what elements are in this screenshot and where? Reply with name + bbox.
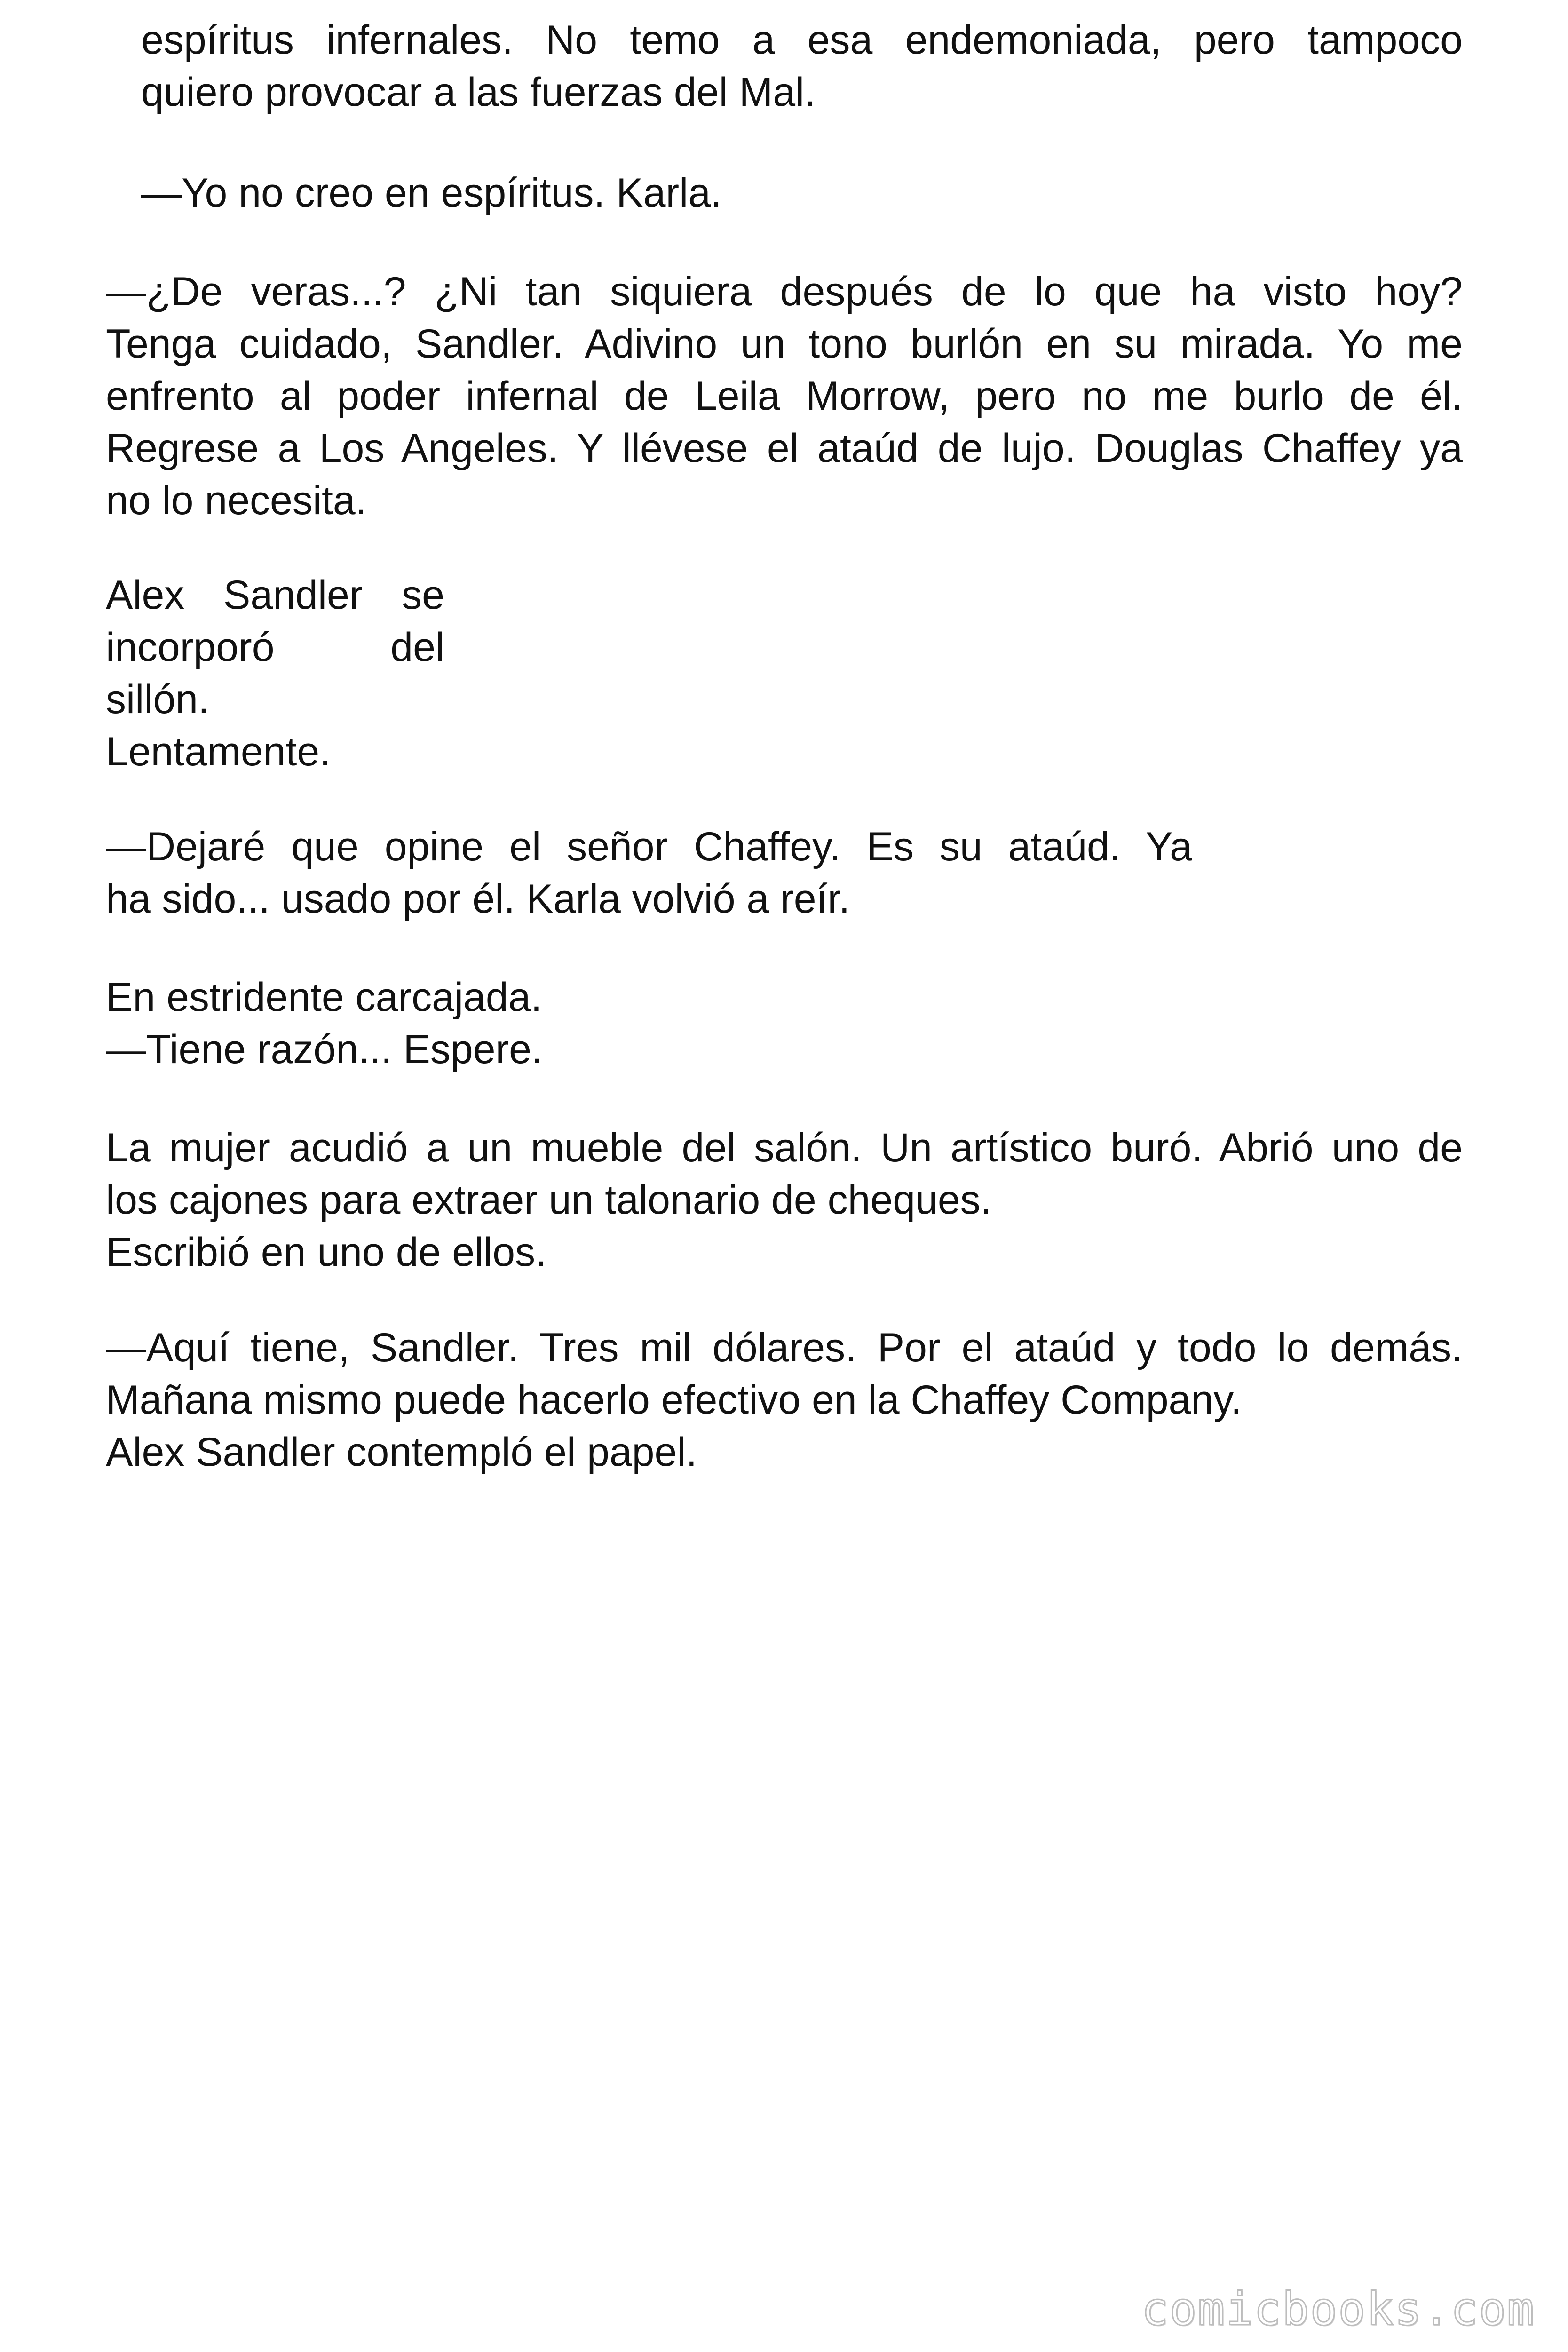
paragraph-8 bbox=[106, 1322, 1463, 1478]
text-line: incorporó del bbox=[106, 625, 444, 670]
text-line: —Tiene razón... Espere. bbox=[106, 1027, 543, 1072]
text-line: —Dejaré que opine el señor Chaffey. Es su ataúd. Ya bbox=[106, 824, 1192, 869]
text-line: Lentamente. bbox=[106, 729, 331, 774]
text-line: Tenga cuidado, Sandler. Adivino un tono burlón en su mirada. Yo me bbox=[106, 321, 1463, 366]
paragraph-3 bbox=[106, 266, 1463, 527]
text-line: los cajones para extraer un talonario de cheques. bbox=[106, 1177, 992, 1223]
paragraph-1 bbox=[141, 14, 1463, 119]
text-line: ha sido... usado por él. Karla volvió a reír. bbox=[106, 876, 850, 922]
paragraph-7 bbox=[106, 1122, 1463, 1279]
paragraph-4 bbox=[106, 569, 444, 778]
text-line: Mañana mismo puede hacerlo efectivo en la Chaffey Company. bbox=[106, 1377, 1242, 1422]
text-line: —¿De veras...? ¿Ni tan siquiera después de lo que ha visto hoy? bbox=[106, 269, 1463, 314]
paragraph-2 bbox=[141, 167, 1463, 219]
text-line: Regrese a Los Angeles. Y llévese el ataúd de lujo. Douglas Chaffey ya bbox=[106, 426, 1463, 471]
text-line: enfrento al poder infernal de Leila Morrow, pero no me burlo de él. bbox=[106, 373, 1463, 419]
paragraph-6 bbox=[106, 971, 1463, 1076]
watermark: comicbooks.com bbox=[1141, 2283, 1535, 2336]
text-line: sillón. bbox=[106, 677, 209, 722]
text-line: no lo necesita. bbox=[106, 478, 367, 523]
text-line: Escribió en uno de ellos. bbox=[106, 1230, 547, 1275]
paragraph-5 bbox=[106, 821, 1192, 925]
text-line: Alex Sandler contempló el papel. bbox=[106, 1430, 697, 1475]
text-line: espíritus infernales. No temo a esa endemoniada, pero tampoco bbox=[141, 17, 1463, 63]
text-line: —Aquí tiene, Sandler. Tres mil dólares. Por el ataúd y todo lo demás. bbox=[106, 1325, 1463, 1370]
text-line: La mujer acudió a un mueble del salón. Un artístico buró. Abrió uno de bbox=[106, 1125, 1463, 1170]
text-line: Alex Sandler se bbox=[106, 572, 444, 618]
text-line: En estridente carcajada. bbox=[106, 975, 542, 1020]
text-line: quiero provocar a las fuerzas del Mal. bbox=[141, 70, 816, 115]
text-line: —Yo no creo en espíritus. Karla. bbox=[141, 170, 722, 215]
